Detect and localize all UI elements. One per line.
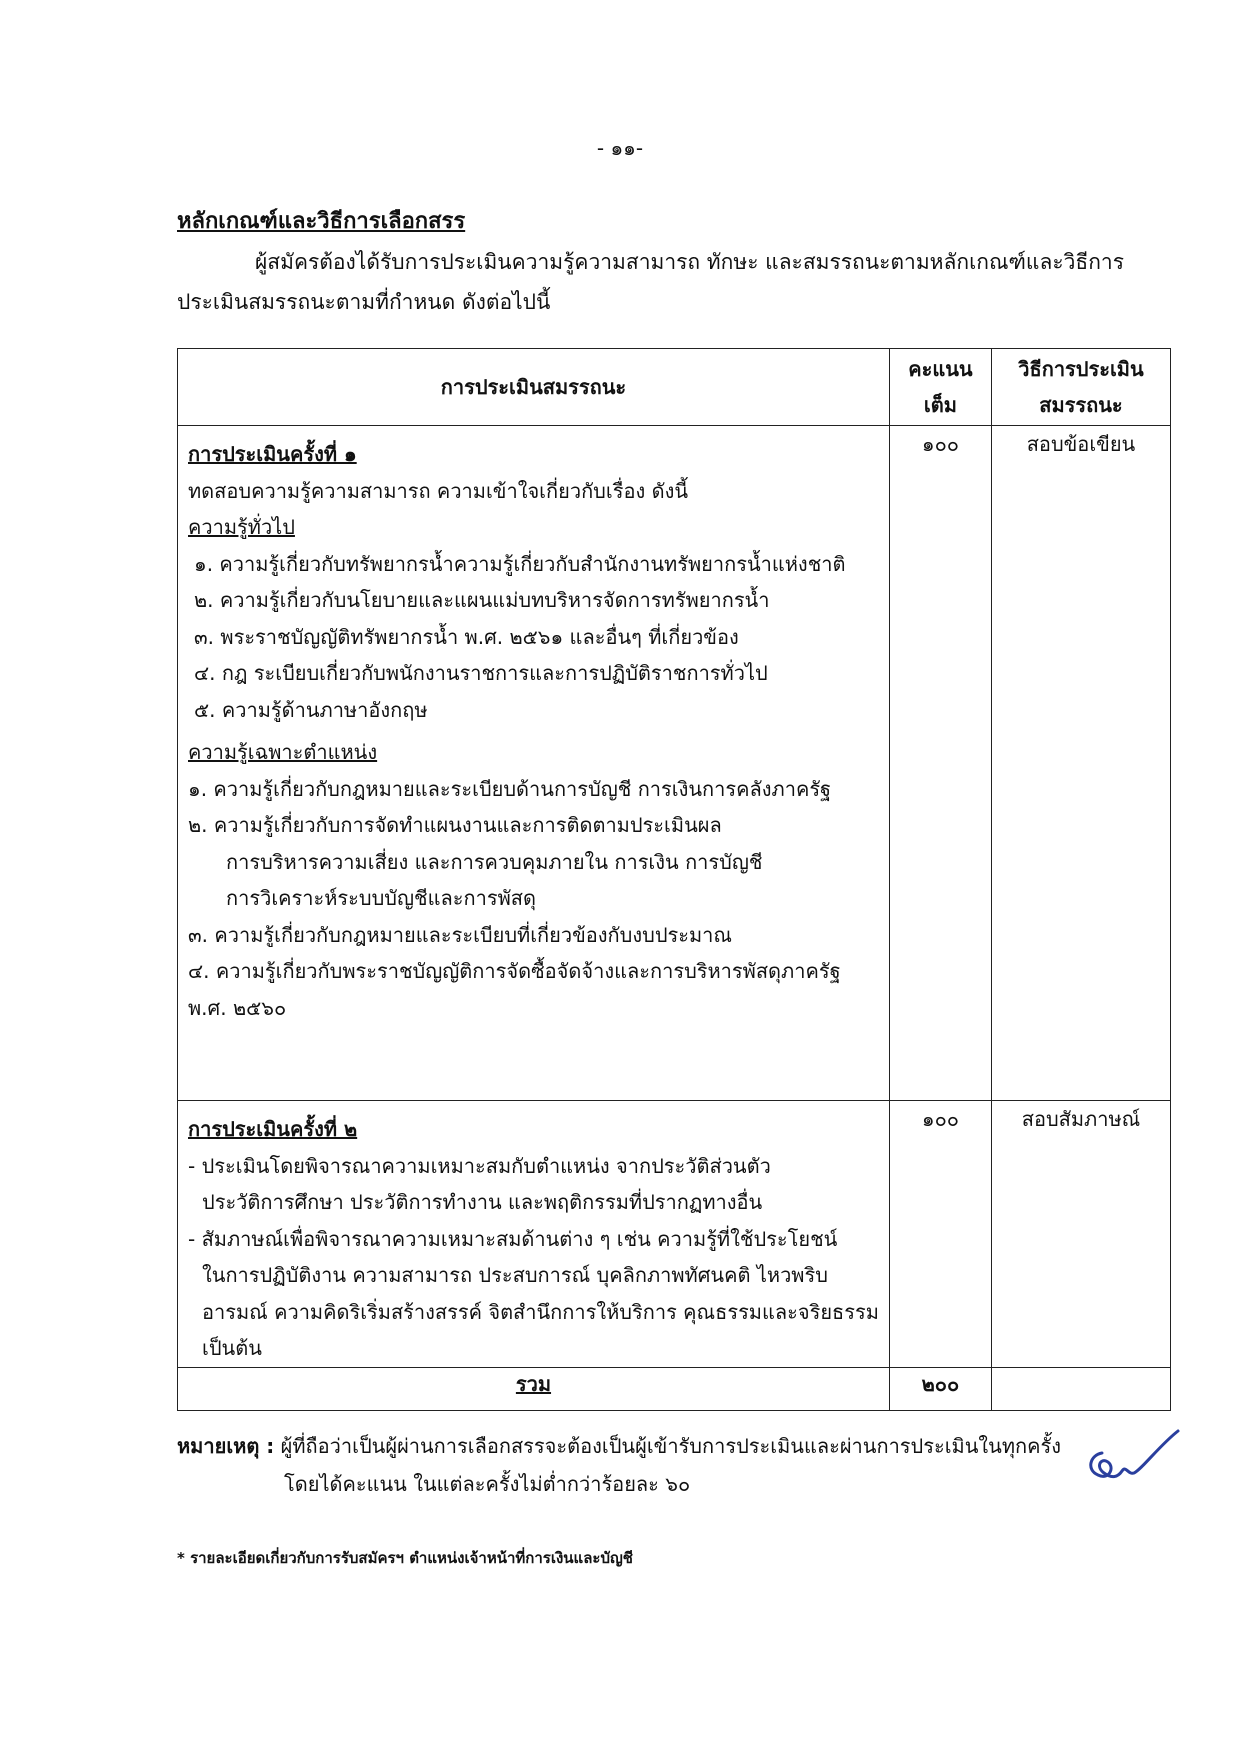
assessment-table [177, 348, 1171, 1411]
total-value: ๒๐๐ [889, 1367, 991, 1410]
general-item: ๒. ความรู้เกี่ยวกับนโยบายและแผนแม่บทบริหารจัดการทรัพยากรน้ำ [194, 588, 770, 612]
intro-line-2: ประเมินสมรรถนะตามที่กำหนด ดังต่อไปนี้ [177, 290, 551, 314]
specific-knowledge-title: ความรู้เฉพาะตำแหน่ง [188, 740, 378, 764]
round-2-line: เป็นต้น [202, 1336, 262, 1360]
general-item: ๑. ความรู้เกี่ยวกับทรัพยากรน้ำความรู้เกี่ยวกับสำนักงานทรัพยากรน้ำแห่งชาติ [194, 551, 846, 576]
specific-item-continued: การวิเคราะห์ระบบบัญชีและการพัสดุ [226, 886, 536, 910]
specific-item: ๔. ความรู้เกี่ยวกับพระราชบัญญัติการจัดซื้อจัดจ้างและการบริหารพัสดุภาครัฐ [188, 959, 841, 983]
remark-label: หมายเหตุ : [177, 1434, 275, 1458]
intro-line-1: ผู้สมัครต้องได้รับการประเมินความรู้ความสามารถ ทักษะ และสมรรถนะตามหลักเกณฑ์และวิธีการ [255, 250, 1124, 274]
header-full-score-line2: เต็ม [923, 393, 957, 417]
signature-mark [1080, 1415, 1190, 1500]
footnote: * รายละเอียดเกี่ยวกับการรับสมัครฯ ตำแหน่งเจ้าหน้าที่การเงินและบัญชี [177, 1549, 633, 1567]
header-full-score-line1: คะแนน [908, 357, 973, 381]
round-1-content [178, 426, 890, 1101]
general-item: ๔. กฎ ระเบียบเกี่ยวกับพนักงานราชการและการปฏิบัติราชการทั่วไป [194, 661, 768, 685]
remark-line-1: ผู้ที่ถือว่าเป็นผู้ผ่านการเลือกสรรจะต้องเป็นผู้เข้ารับการประเมินและผ่านการประเมินในทุกครั้ง [280, 1434, 1062, 1458]
remark [177, 1427, 1077, 1503]
remark-line-2: โดยได้คะแนน ในแต่ละครั้งไม่ต่ำกว่าร้อยละ ๖๐ [284, 1472, 691, 1496]
header-assessment: การประเมินสมรรถนะ [178, 349, 890, 426]
header-method-line2: สมรรถนะ [1039, 393, 1123, 417]
header-full-score [889, 349, 991, 426]
round-2-line: ประวัติการศึกษา ประวัติการทำงาน และพฤติกรรมที่ปรากฏทางอื่น [202, 1190, 763, 1214]
specific-item: ๒. ความรู้เกี่ยวกับการจัดทำแผนงานและการติดตามประเมินผล [188, 813, 722, 837]
round-1-method: สอบข้อเขียน [991, 426, 1170, 1101]
header-method [991, 349, 1170, 426]
header-method-line1: วิธีการประเมิน [1018, 357, 1144, 381]
round-2-line: - สัมภาษณ์เพื่อพิจารณาความเหมาะสมด้านต่าง ๆ เช่น ความรู้ที่ใช้ประโยชน์ [188, 1226, 838, 1251]
specific-item-continued: การบริหารความเสี่ยง และการควบคุมภายใน การเงิน การบัญชี [226, 849, 763, 874]
general-item: ๕. ความรู้ด้านภาษาอังกฤษ [194, 697, 428, 722]
specific-item: ๓. ความรู้เกี่ยวกับกฎหมายและระเบียบที่เกี่ยวข้องกับงบประมาณ [188, 922, 732, 947]
table-row-round-1 [178, 426, 1171, 1101]
table-header-row [178, 349, 1171, 426]
section-heading: หลักเกณฑ์และวิธีการเลือกสรร [177, 209, 466, 234]
round-2-score: ๑๐๐ [889, 1101, 991, 1368]
specific-item-continued: พ.ศ. ๒๕๖๐ [188, 995, 287, 1020]
total-method-empty [991, 1367, 1170, 1410]
round-1-title: การประเมินครั้งที่ ๑ [188, 442, 357, 466]
general-item: ๓. พระราชบัญญัติทรัพยากรน้ำ พ.ศ. ๒๕๖๑ และอื่นๆ ที่เกี่ยวข้อง [194, 624, 739, 649]
round-2-line: - ประเมินโดยพิจารณาความเหมาะสมกับตำแหน่ง จากประวัติส่วนตัว [188, 1153, 771, 1178]
round-1-description: ทดสอบความรู้ความสามารถ ความเข้าใจเกี่ยวกับเรื่อง ดังนี้ [188, 478, 689, 503]
intro-paragraph [177, 242, 1124, 322]
table-row-round-2 [178, 1101, 1171, 1368]
round-2-method: สอบสัมภาษณ์ [991, 1101, 1170, 1368]
round-1-score: ๑๐๐ [889, 426, 991, 1101]
round-2-title: การประเมินครั้งที่ ๒ [188, 1117, 358, 1141]
general-knowledge-title: ความรู้ทั่วไป [188, 515, 295, 539]
round-2-line: ในการปฏิบัติงาน ความสามารถ ประสบการณ์ บุคลิกภาพทัศนคติ ไหวพริบ [202, 1263, 828, 1287]
page-number: - ๑๑- [596, 136, 644, 160]
round-2-content [178, 1101, 890, 1368]
total-label: รวม [178, 1367, 890, 1410]
table-row-total [178, 1367, 1171, 1410]
round-2-line: อารมณ์ ความคิดริเริ่มสร้างสรรค์ จิตสำนึกการให้บริการ คุณธรรมและจริยธรรม [202, 1299, 879, 1324]
specific-item: ๑. ความรู้เกี่ยวกับกฎหมายและระเบียบด้านการบัญชี การเงินการคลังภาครัฐ [188, 776, 832, 801]
